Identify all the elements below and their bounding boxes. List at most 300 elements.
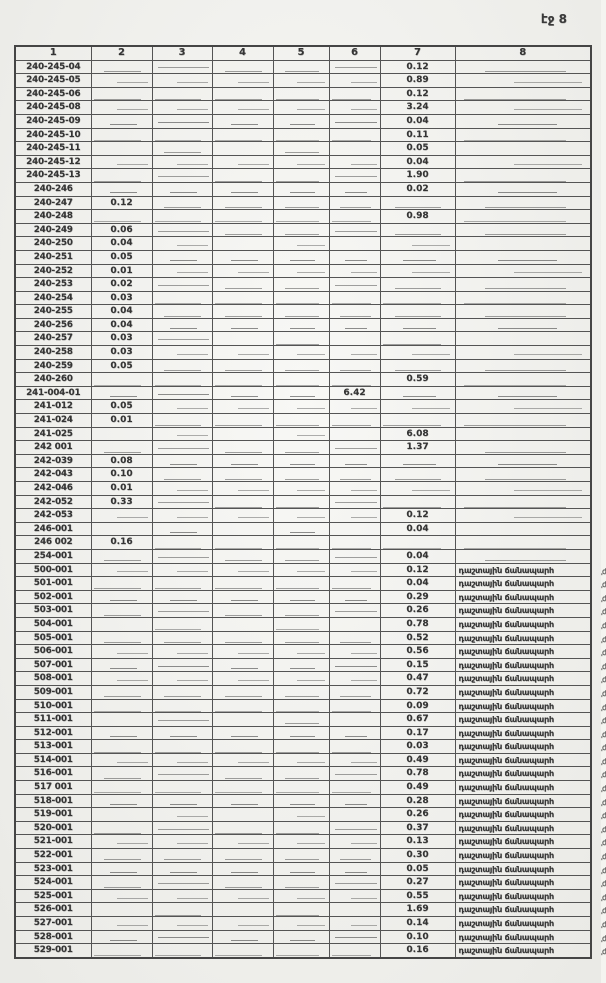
cell-col4	[212, 876, 273, 890]
cell-col8	[455, 87, 591, 101]
cell-col8	[455, 495, 591, 509]
cell-col7	[380, 291, 455, 305]
cell-col3	[152, 549, 212, 563]
cell-col8: դաշտային ճանապարհ ,ժ	[455, 740, 591, 754]
cell-col6	[329, 645, 380, 659]
cell-col5	[273, 631, 329, 645]
cell-col7: 0.04	[380, 522, 455, 536]
cell-col7: 0.05	[380, 862, 455, 876]
cell-col4	[212, 713, 273, 727]
cell-col6	[329, 522, 380, 536]
cell-col3	[152, 944, 212, 958]
cell-col3	[152, 590, 212, 604]
cell-col6	[329, 590, 380, 604]
cell-col3	[152, 767, 212, 781]
table-row	[15, 196, 591, 210]
cell-col8: դաշտային ճանապարհ ,ժ	[455, 862, 591, 876]
cell-col5	[273, 590, 329, 604]
cell-col2: 0.05	[91, 250, 152, 264]
row-code-cell: 240-255	[15, 305, 91, 319]
cell-col8: դաշտային ճանապարհ ,ժ	[455, 726, 591, 740]
row-code-cell: 529-001	[15, 944, 91, 958]
cell-col6	[329, 577, 380, 591]
table-row	[15, 645, 591, 659]
cell-col2: 0.16	[91, 536, 152, 550]
cell-col4	[212, 318, 273, 332]
cell-col8: դաշտային ճանապարհ ,ժ	[455, 658, 591, 672]
cell-col8: դաշտային ճանապարհ ,ժ	[455, 590, 591, 604]
cell-col4	[212, 849, 273, 863]
table-row	[15, 114, 591, 128]
table-row	[15, 753, 591, 767]
cell-col6	[329, 672, 380, 686]
cell-col8: դաշտային ճանապարհ ,ժ	[455, 930, 591, 944]
cell-col2	[91, 142, 152, 156]
table-row	[15, 468, 591, 482]
cell-col5	[273, 305, 329, 319]
row-code-cell: 242-039	[15, 454, 91, 468]
row-code-cell: 240-259	[15, 359, 91, 373]
cell-col7: 3.24	[380, 101, 455, 115]
table-row	[15, 509, 591, 523]
cell-col7: 0.55	[380, 889, 455, 903]
row-code-cell: 240-245-09	[15, 114, 91, 128]
row-code-cell: 521-001	[15, 835, 91, 849]
cell-col2	[91, 917, 152, 931]
cell-col5	[273, 278, 329, 292]
cell-col5	[273, 726, 329, 740]
cell-col5	[273, 944, 329, 958]
cell-col6	[329, 114, 380, 128]
cell-col6	[329, 454, 380, 468]
row-code-cell: 240-249	[15, 223, 91, 237]
cell-col6	[329, 821, 380, 835]
row-code-cell: 240-256	[15, 318, 91, 332]
row-code-cell: 240-252	[15, 264, 91, 278]
table-row	[15, 454, 591, 468]
row-code-cell: 240-254	[15, 291, 91, 305]
cell-col3	[152, 753, 212, 767]
cell-col7: 0.67	[380, 713, 455, 727]
cell-col2: 0.04	[91, 318, 152, 332]
cell-col7: 1.69	[380, 903, 455, 917]
cell-col5	[273, 346, 329, 360]
cell-col2	[91, 549, 152, 563]
cell-col5	[273, 658, 329, 672]
cell-col8	[455, 386, 591, 400]
row-code-cell: 240-246	[15, 182, 91, 196]
cell-col6	[329, 128, 380, 142]
cell-col8	[455, 114, 591, 128]
table-row	[15, 917, 591, 931]
cell-col2	[91, 631, 152, 645]
table-row	[15, 699, 591, 713]
cell-col4	[212, 944, 273, 958]
cell-col3	[152, 237, 212, 251]
cell-col7: 0.04	[380, 549, 455, 563]
cell-col3	[152, 536, 212, 550]
cell-col6: 6.42	[329, 386, 380, 400]
cell-col6	[329, 753, 380, 767]
table-row	[15, 876, 591, 890]
cell-col7: 0.17	[380, 726, 455, 740]
cell-col3	[152, 155, 212, 169]
cell-col4	[212, 781, 273, 795]
cell-col8	[455, 223, 591, 237]
row-code-cell: 517 001	[15, 781, 91, 795]
cell-col3	[152, 862, 212, 876]
table-row	[15, 726, 591, 740]
cell-col8: դաշտային ճանապարհ ,ժ	[455, 821, 591, 835]
cell-col6	[329, 223, 380, 237]
cell-col8	[455, 373, 591, 387]
cell-col2	[91, 155, 152, 169]
cell-col2	[91, 522, 152, 536]
cell-col2	[91, 808, 152, 822]
cell-col5	[273, 617, 329, 631]
cell-col4	[212, 155, 273, 169]
margin-mark: ,ժ	[600, 675, 606, 685]
table-row	[15, 604, 591, 618]
cell-col4	[212, 862, 273, 876]
row-code-cell: 240-258	[15, 346, 91, 360]
table-row	[15, 223, 591, 237]
cell-col2: 0.02	[91, 278, 152, 292]
cell-col5	[273, 182, 329, 196]
cell-col7: 0.04	[380, 577, 455, 591]
cell-col7: 0.47	[380, 672, 455, 686]
cell-col7	[380, 196, 455, 210]
cell-col2: 0.08	[91, 454, 152, 468]
cell-col6	[329, 182, 380, 196]
cell-col6	[329, 291, 380, 305]
row-code-cell: 240-247	[15, 196, 91, 210]
cell-col3	[152, 169, 212, 183]
cell-col7	[380, 278, 455, 292]
row-code-cell: 240-248	[15, 210, 91, 224]
cell-col5	[273, 210, 329, 224]
cell-col4	[212, 631, 273, 645]
cell-col5	[273, 454, 329, 468]
cell-col3	[152, 454, 212, 468]
margin-mark: ,ժ	[600, 947, 606, 957]
cell-col5	[273, 781, 329, 795]
cell-col2: 0.05	[91, 400, 152, 414]
cell-col6	[329, 495, 380, 509]
cell-col6	[329, 305, 380, 319]
table-row	[15, 182, 591, 196]
cell-col3	[152, 482, 212, 496]
cell-col3	[152, 386, 212, 400]
cell-col4	[212, 808, 273, 822]
cell-col7: 0.72	[380, 685, 455, 699]
table-row	[15, 386, 591, 400]
cell-col2	[91, 509, 152, 523]
cell-col4	[212, 237, 273, 251]
cell-col4	[212, 346, 273, 360]
cell-col3	[152, 645, 212, 659]
cell-col2	[91, 87, 152, 101]
cell-col5	[273, 482, 329, 496]
cell-col7: 0.14	[380, 917, 455, 931]
cell-col6	[329, 685, 380, 699]
cell-col8: դաշտային ճանապարհ ,ժ	[455, 849, 591, 863]
cell-col8	[455, 196, 591, 210]
cell-col4	[212, 386, 273, 400]
cell-col5	[273, 155, 329, 169]
cell-col6	[329, 740, 380, 754]
column-header-8: 8	[455, 46, 591, 60]
cell-col6	[329, 74, 380, 88]
cell-col4	[212, 889, 273, 903]
margin-mark: ,ժ	[600, 661, 606, 671]
row-code-cell: 240-257	[15, 332, 91, 346]
cell-col6	[329, 468, 380, 482]
cell-col6	[329, 617, 380, 631]
cell-col3	[152, 522, 212, 536]
cell-col4	[212, 332, 273, 346]
cell-col8	[455, 250, 591, 264]
row-code-cell: 518-001	[15, 794, 91, 808]
row-code-cell: 511-001	[15, 713, 91, 727]
cell-col2	[91, 590, 152, 604]
cell-col6	[329, 835, 380, 849]
cell-col7	[380, 468, 455, 482]
cell-col3	[152, 781, 212, 795]
cell-col7	[380, 346, 455, 360]
cell-col5	[273, 196, 329, 210]
cell-col4	[212, 726, 273, 740]
cell-col8	[455, 441, 591, 455]
row-code-cell: 527-001	[15, 917, 91, 931]
cell-col7	[380, 332, 455, 346]
cell-col3	[152, 278, 212, 292]
cell-col7	[380, 223, 455, 237]
cell-col3	[152, 563, 212, 577]
row-code-cell: 512-001	[15, 726, 91, 740]
table-row	[15, 359, 591, 373]
cell-col7: 0.09	[380, 699, 455, 713]
cell-col4	[212, 645, 273, 659]
cell-col8	[455, 332, 591, 346]
cell-col7: 0.78	[380, 617, 455, 631]
cell-col7: 0.12	[380, 509, 455, 523]
cell-col2	[91, 821, 152, 835]
cell-col6	[329, 549, 380, 563]
row-code-cell: 516-001	[15, 767, 91, 781]
cell-col4	[212, 427, 273, 441]
cell-col4	[212, 400, 273, 414]
table-row	[15, 563, 591, 577]
cell-col2: 0.03	[91, 346, 152, 360]
column-header-3: 3	[152, 46, 212, 60]
row-code-cell: 240-250	[15, 237, 91, 251]
table-row	[15, 781, 591, 795]
row-code-cell: 502-001	[15, 590, 91, 604]
cell-col6	[329, 903, 380, 917]
cell-col8	[455, 346, 591, 360]
cell-col2	[91, 74, 152, 88]
row-code-cell: 504-001	[15, 617, 91, 631]
cell-col8	[455, 414, 591, 428]
row-code-cell: 507-001	[15, 658, 91, 672]
cell-col7: 0.28	[380, 794, 455, 808]
cell-col6	[329, 699, 380, 713]
table-row	[15, 794, 591, 808]
cell-col3	[152, 903, 212, 917]
cell-col3	[152, 182, 212, 196]
row-code-cell: 503-001	[15, 604, 91, 618]
cell-col6	[329, 713, 380, 727]
cell-col8: դաշտային ճանապարհ ,ժ	[455, 563, 591, 577]
cell-col6	[329, 332, 380, 346]
row-code-cell: 525-001	[15, 889, 91, 903]
cell-col3	[152, 713, 212, 727]
cell-col5	[273, 808, 329, 822]
cell-col5	[273, 917, 329, 931]
cell-col6	[329, 658, 380, 672]
cell-col4	[212, 196, 273, 210]
cell-col3	[152, 359, 212, 373]
cell-col7	[380, 414, 455, 428]
table-row	[15, 658, 591, 672]
cell-col2: 0.01	[91, 414, 152, 428]
row-code-cell: 241-004-01	[15, 386, 91, 400]
cell-col5	[273, 794, 329, 808]
cell-col7	[380, 482, 455, 496]
cell-col2	[91, 835, 152, 849]
cell-col4	[212, 740, 273, 754]
margin-mark: ,ժ	[600, 824, 606, 834]
table-row	[15, 930, 591, 944]
column-header-2: 2	[91, 46, 152, 60]
cell-col6	[329, 169, 380, 183]
cell-col3	[152, 889, 212, 903]
cell-col3	[152, 849, 212, 863]
cell-col5	[273, 862, 329, 876]
cell-col5	[273, 468, 329, 482]
cell-col7: 0.26	[380, 604, 455, 618]
cell-col2	[91, 577, 152, 591]
cell-col8: դաշտային ճանապարհ ,ժ	[455, 753, 591, 767]
header-row	[15, 46, 591, 60]
cell-col7: 1.37	[380, 441, 455, 455]
cell-col5	[273, 128, 329, 142]
margin-mark: ,ժ	[600, 620, 606, 630]
table-row	[15, 250, 591, 264]
cell-col3	[152, 685, 212, 699]
cell-col7: 0.11	[380, 128, 455, 142]
cell-col7	[380, 264, 455, 278]
cell-col6	[329, 794, 380, 808]
margin-mark: ,ժ	[600, 634, 606, 644]
cell-col6	[329, 427, 380, 441]
cell-col3	[152, 835, 212, 849]
row-code-cell: 526-001	[15, 903, 91, 917]
cell-col4	[212, 210, 273, 224]
table-row	[15, 169, 591, 183]
cell-col3	[152, 60, 212, 74]
row-code-cell: 514-001	[15, 753, 91, 767]
cell-col3	[152, 468, 212, 482]
margin-mark: ,ժ	[600, 865, 606, 875]
cell-col8	[455, 359, 591, 373]
table-row	[15, 862, 591, 876]
row-code-cell: 240-245-13	[15, 169, 91, 183]
cell-col5	[273, 672, 329, 686]
cell-col7: 0.04	[380, 155, 455, 169]
table-row	[15, 808, 591, 822]
cell-col8	[455, 509, 591, 523]
cell-col6	[329, 359, 380, 373]
table-row	[15, 427, 591, 441]
cell-col2	[91, 563, 152, 577]
margin-mark: ,ժ	[600, 580, 606, 590]
cell-col4	[212, 604, 273, 618]
cell-col4	[212, 359, 273, 373]
margin-mark: ,ժ	[600, 784, 606, 794]
cell-col2: 0.05	[91, 359, 152, 373]
cell-col2	[91, 604, 152, 618]
cell-col2	[91, 210, 152, 224]
table-row	[15, 713, 591, 727]
table-row	[15, 142, 591, 156]
cell-col7: 0.49	[380, 753, 455, 767]
row-code-cell: 509-001	[15, 685, 91, 699]
cell-col8	[455, 305, 591, 319]
cell-col7	[380, 250, 455, 264]
cell-col5	[273, 563, 329, 577]
cell-col8	[455, 155, 591, 169]
cell-col5	[273, 142, 329, 156]
cell-col3	[152, 128, 212, 142]
table-row	[15, 685, 591, 699]
cell-col6	[329, 400, 380, 414]
table-row	[15, 278, 591, 292]
cell-col4	[212, 658, 273, 672]
cell-col5	[273, 60, 329, 74]
table-row	[15, 332, 591, 346]
table-row	[15, 536, 591, 550]
cell-col2	[91, 862, 152, 876]
table-row	[15, 346, 591, 360]
cell-col2: 0.04	[91, 237, 152, 251]
margin-mark: ,ժ	[600, 933, 606, 943]
cell-col8	[455, 182, 591, 196]
cell-col3	[152, 726, 212, 740]
cell-col3	[152, 346, 212, 360]
cell-col3	[152, 617, 212, 631]
cell-col5	[273, 549, 329, 563]
row-code-cell: 242-046	[15, 482, 91, 496]
cell-col3	[152, 87, 212, 101]
cell-col5	[273, 414, 329, 428]
row-code-cell: 241-024	[15, 414, 91, 428]
cell-col5	[273, 427, 329, 441]
cell-col4	[212, 468, 273, 482]
cell-col4	[212, 142, 273, 156]
cell-col6	[329, 876, 380, 890]
cell-col6	[329, 604, 380, 618]
column-header-4: 4	[212, 46, 273, 60]
cell-col4	[212, 794, 273, 808]
cell-col7: 0.27	[380, 876, 455, 890]
margin-mark: ,ժ	[600, 716, 606, 726]
cell-col7: 0.56	[380, 645, 455, 659]
cell-col3	[152, 373, 212, 387]
cell-col3	[152, 631, 212, 645]
cell-col2	[91, 944, 152, 958]
